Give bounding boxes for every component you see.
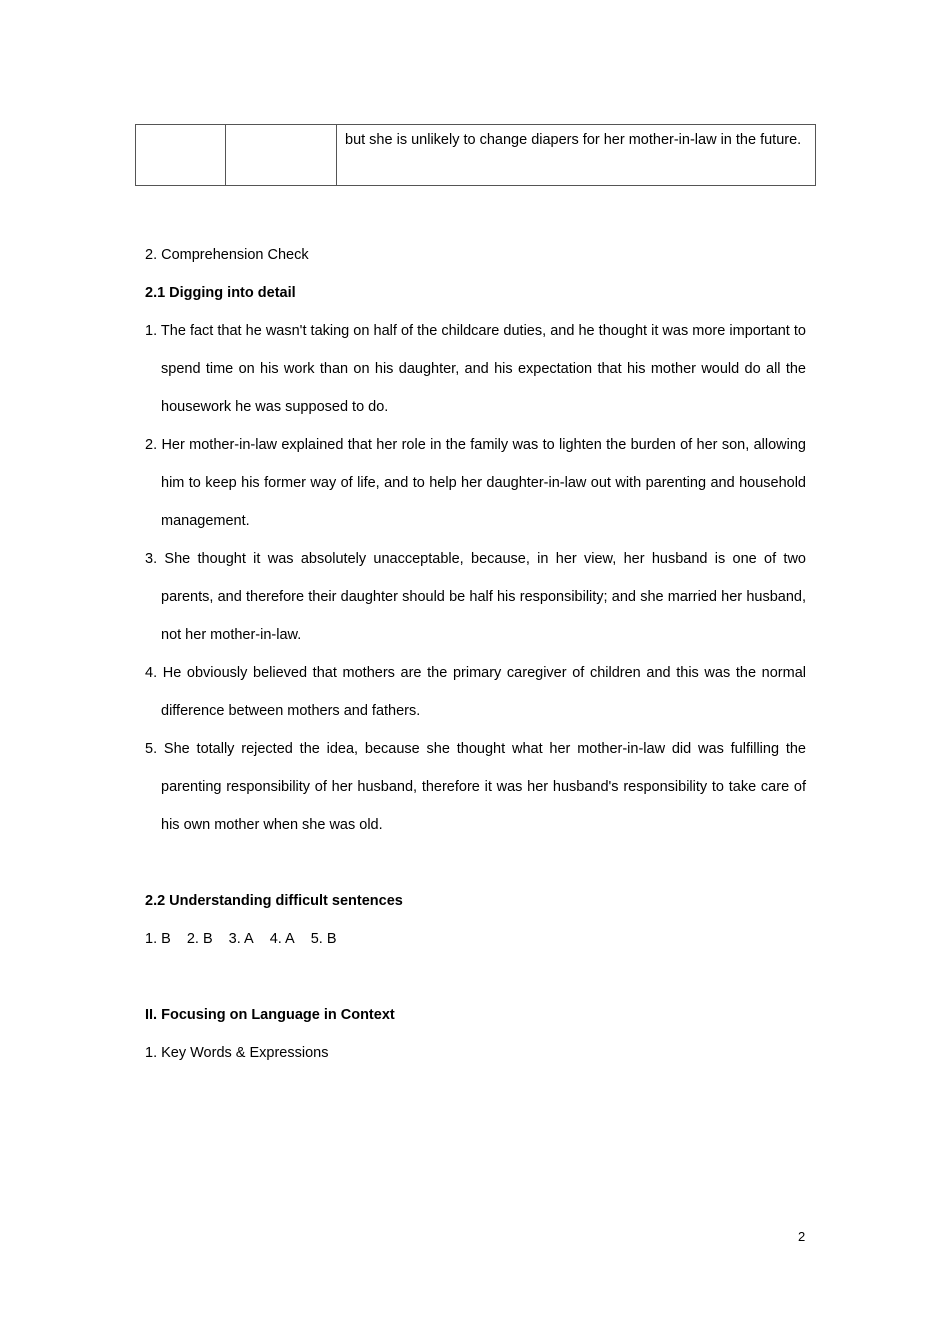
detail-item-3: 3. She thought it was absolutely unacceptable, because, in her view, her husband is one of two parents, and therefore their daughter should be half his responsibility; and she married her husband, not her mother-in-law. — [145, 551, 806, 643]
answer-item: 3. A — [228, 931, 254, 947]
spacer — [145, 958, 806, 996]
section-heading-comprehension: 2. Comprehension Check — [145, 247, 309, 263]
table-cell-text: but she is unlikely to change diapers for her mother-in-law in the future. — [337, 125, 816, 186]
page-number: 2 — [798, 1229, 806, 1244]
section-heading-language: II. Focusing on Language in Context — [145, 1007, 395, 1023]
answer-item: 1. B — [145, 931, 171, 947]
spacer — [145, 844, 806, 882]
answer-list — [145, 920, 806, 958]
detail-item-4: 4. He obviously believed that mothers are the primary caregiver of children and this was the normal difference between mothers and fathers. — [145, 665, 806, 719]
table-cell-empty-2 — [226, 125, 337, 186]
document-body — [145, 236, 806, 1072]
detail-item-1: 1. The fact that he wasn't taking on half of the childcare duties, and he thought it was more important to spend time on his work than on his daughter, and his expectation that his mother would do all the housework he was supposed to do. — [145, 323, 806, 415]
detail-item-5: 5. She totally rejected the idea, because she thought what her mother-in-law did was fulfilling the parenting responsibility of her husband, therefore it was her husband's responsibility to take care of his own mother when she was old. — [145, 741, 806, 833]
answer-item: 5. B — [310, 931, 337, 947]
table-cell-empty-1 — [136, 125, 226, 186]
subsection-heading-difficult: 2.2 Understanding difficult sentences — [145, 893, 403, 909]
answer-item: 4. A — [269, 931, 295, 947]
continued-table — [135, 124, 816, 186]
subsection-heading-detail: 2.1 Digging into detail — [145, 285, 296, 301]
section-heading-key-words: 1. Key Words & Expressions — [145, 1045, 329, 1061]
table-row — [136, 125, 816, 186]
answer-item: 2. B — [186, 931, 213, 947]
detail-item-2: 2. Her mother-in-law explained that her role in the family was to lighten the burden of her son, allowing him to keep his former way of life, and to help her daughter-in-law out with parenting and household management. — [145, 437, 806, 529]
